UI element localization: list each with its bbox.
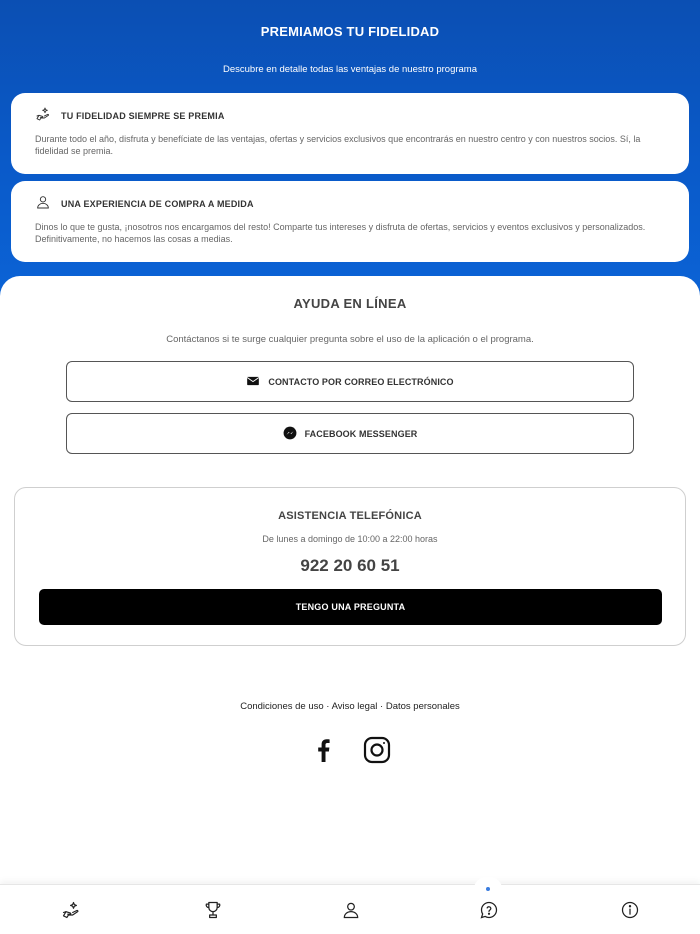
rewards-tab-icon[interactable] xyxy=(59,898,83,922)
benefit-card-loyalty xyxy=(11,93,689,174)
conditions-link[interactable]: Condiciones de uso xyxy=(240,701,324,712)
info-tab-icon[interactable] xyxy=(618,898,642,922)
help-title: AYUDA EN LÍNEA xyxy=(293,296,407,311)
user-icon xyxy=(35,194,51,215)
phone-title: ASISTENCIA TELEFÓNICA xyxy=(278,510,422,522)
personal-data-link[interactable]: Datos personales xyxy=(385,701,460,712)
profile-tab-icon[interactable] xyxy=(339,898,363,922)
ask-question-button[interactable]: TENGO UNA PREGUNTA xyxy=(39,589,662,625)
facebook-icon[interactable] xyxy=(308,735,338,765)
trophy-tab-icon[interactable] xyxy=(201,898,225,922)
card-title: TU FIDELIDAD SIEMPRE SE PREMIA xyxy=(61,111,225,121)
hero-title: PREMIAMOS TU FIDELIDAD xyxy=(260,24,440,39)
instagram-icon[interactable] xyxy=(362,735,392,765)
email-contact-label: CONTACTO POR CORREO ELECTRÓNICO xyxy=(268,376,454,387)
benefit-card-experience xyxy=(11,181,689,262)
help-subtitle: Contáctanos si te surge cualquier pregunta sobre el uso de la aplicación o el programa. xyxy=(166,334,534,345)
hand-sparkle-icon xyxy=(35,106,51,127)
hero-banner xyxy=(0,0,700,300)
help-panel xyxy=(0,276,700,896)
messenger-label: FACEBOOK MESSENGER xyxy=(304,428,418,439)
active-tab-indicator xyxy=(486,887,490,891)
phone-hours: De lunes a domingo de 10:00 a 22:00 horas xyxy=(262,534,438,544)
card-text: Durante todo el año, disfruta y benefíciate de las ventajas, ofertas y servicios exclusivos que encontrarás en nuestro centro y con nuestros socios. Sí, la fidelidad se premia. xyxy=(35,134,641,156)
mail-icon xyxy=(246,374,260,390)
phone-support-card xyxy=(14,487,686,646)
hero-subtitle: Descubre en detalle todas las ventajas de nuestro programa xyxy=(222,64,477,75)
legal-links xyxy=(0,701,700,712)
legal-separator: · xyxy=(323,701,332,712)
card-title: UNA EXPERIENCIA DE COMPRA A MEDIDA xyxy=(61,199,254,209)
card-text: Dinos lo que te gusta, ¡nosotros nos encargamos del resto! Comparte tus intereses y disfruta de ofertas, servicios y eventos exclusivos y personalizados. Definitivamente, no hacemos las cosas a medias. xyxy=(35,222,646,244)
bottom-tab-bar xyxy=(0,884,700,934)
help-tab-icon[interactable] xyxy=(477,898,501,922)
legal-separator: · xyxy=(377,701,386,712)
email-contact-button[interactable] xyxy=(66,361,634,402)
social-links xyxy=(0,735,700,765)
legal-notice-link[interactable]: Aviso legal xyxy=(331,701,378,712)
messenger-button[interactable] xyxy=(66,413,634,454)
phone-number[interactable]: 922 20 60 51 xyxy=(300,556,400,575)
messenger-icon xyxy=(283,426,297,442)
